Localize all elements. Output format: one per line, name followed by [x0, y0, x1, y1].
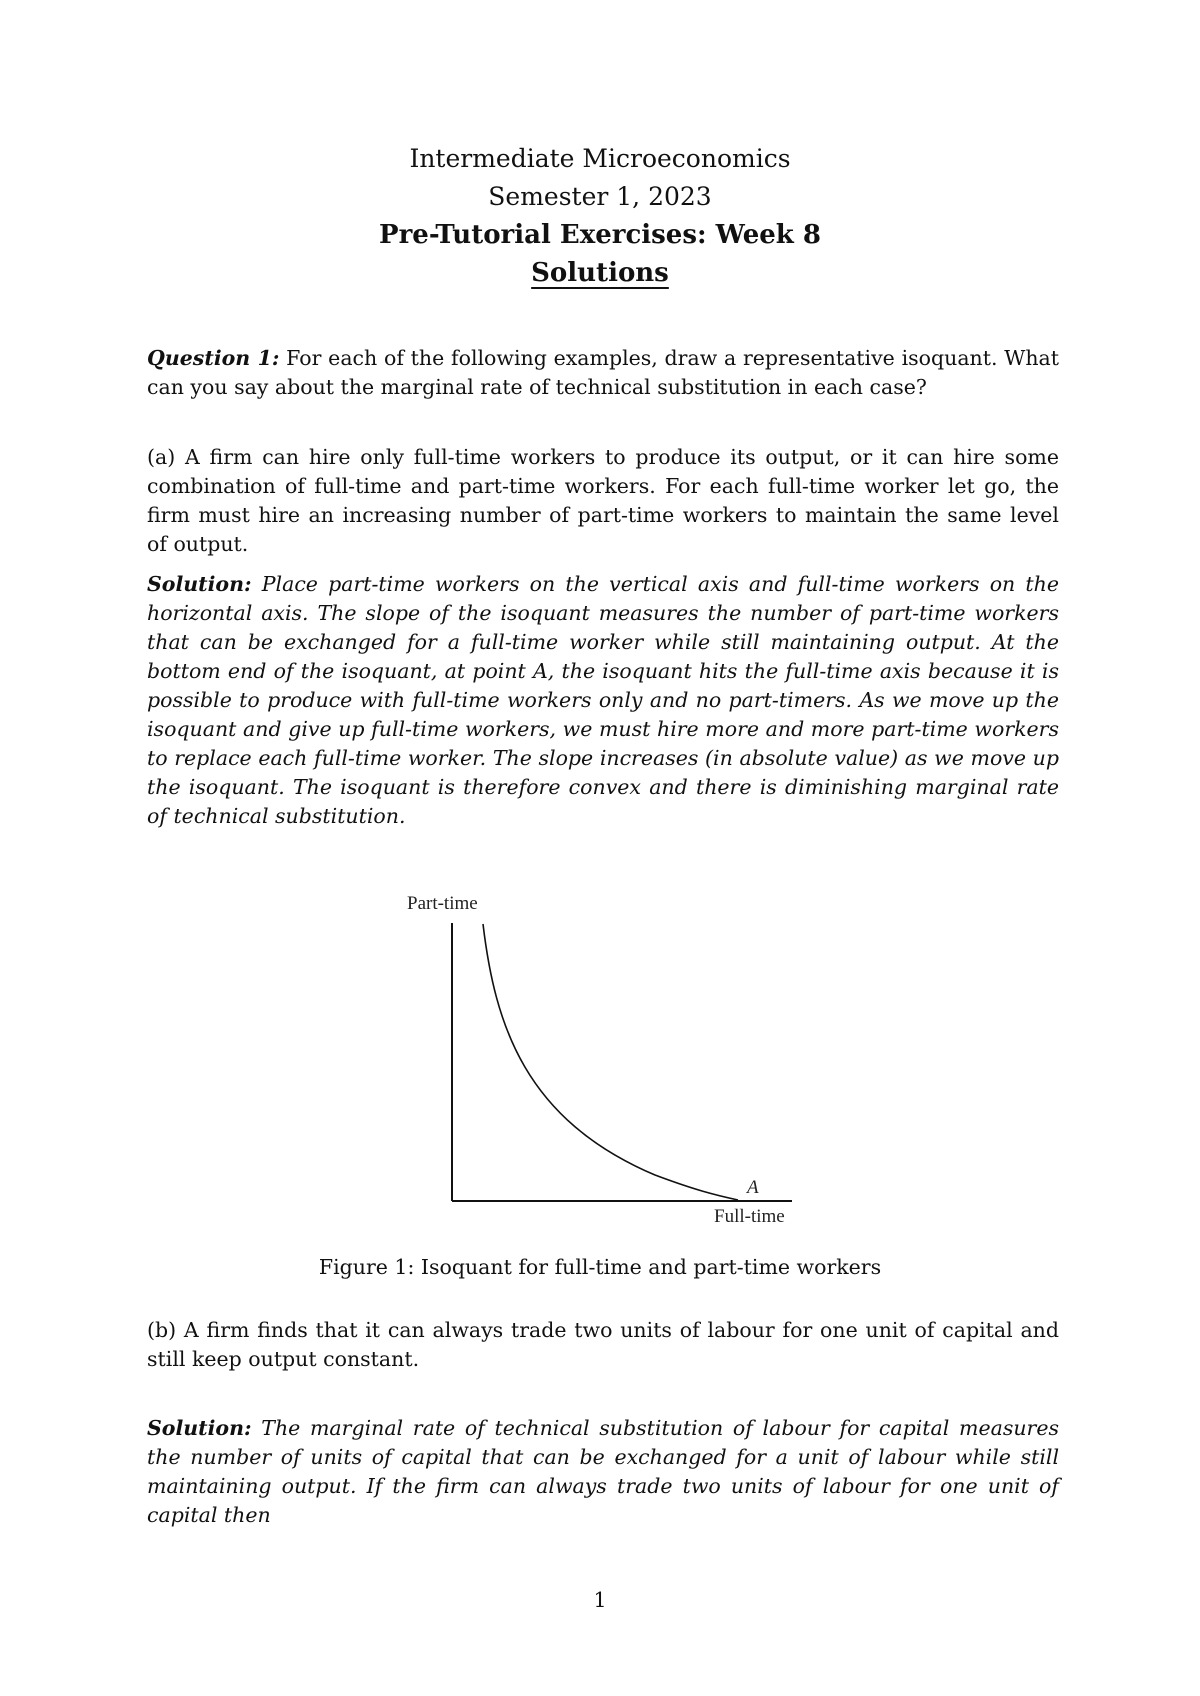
part-b-solution-label: Solution:: [147, 1416, 252, 1440]
semester-line: Semester 1, 2023: [488, 182, 712, 211]
part-a-solution: [147, 570, 1059, 831]
part-a-question: (a) A firm can hire only full-time workers to produce its output, or it can hire some combination of full-time and part-time workers. For each full-time worker let go, the firm must hire an increasing number of part-time workers to maintain the same level of output.: [147, 445, 1059, 556]
question-1: [147, 344, 1059, 402]
page-number: 1: [593, 1588, 607, 1612]
isoquant-curve: [483, 924, 738, 1200]
solutions-heading: Solutions: [531, 258, 669, 288]
document-title: Pre-Tutorial Exercises: Week 8: [379, 220, 821, 250]
course-name: Intermediate Microeconomics: [409, 144, 791, 173]
isoquant-diagram: [395, 875, 815, 1225]
y-axis-label: Part-time: [407, 893, 478, 914]
part-a-solution-text: Place part-time workers on the vertical axis and full-time workers on the horizontal axis. The slope of the isoquant measures the number of part-time workers that can be exchanged for a full-time worker while still maintaining output. At the bottom end of the isoquant, at point A, the isoquant hits the full-time axis because it is possible to produce with full-time workers only and no part-timers. As we move up the isoquant and give up full-time workers, we must hire more and more part-time workers to replace each full-time worker. The slope increases (in absolute value) as we move up the isoquant. The isoquant is therefore convex and there is diminishing marginal rate of technical substitution.: [147, 572, 1059, 828]
document-header: [0, 140, 1200, 295]
x-axis-label: Full-time: [714, 1206, 785, 1225]
question-1-label: Question 1:: [147, 346, 280, 370]
part-b-solution-text: The marginal rate of technical substitution of labour for capital measures the number of units of capital that can be exchanged for a unit of labour while still maintaining output. If the firm can always trade two units of labour for one unit of capital then: [147, 1416, 1059, 1527]
figure-1: [395, 875, 815, 1225]
figure-1-caption: Figure 1: Isoquant for full-time and part-time workers: [318, 1255, 882, 1279]
question-1-text: For each of the following examples, draw a representative isoquant. What can you say about the marginal rate of technical substitution in each case?: [147, 346, 1059, 399]
part-b-question: (b) A firm finds that it can always trade two units of labour for one unit of capital and still keep output constant.: [147, 1318, 1059, 1371]
part-b-solution: [147, 1414, 1059, 1530]
point-a-label: A: [747, 1177, 759, 1198]
part-a-solution-label: Solution:: [147, 572, 252, 596]
